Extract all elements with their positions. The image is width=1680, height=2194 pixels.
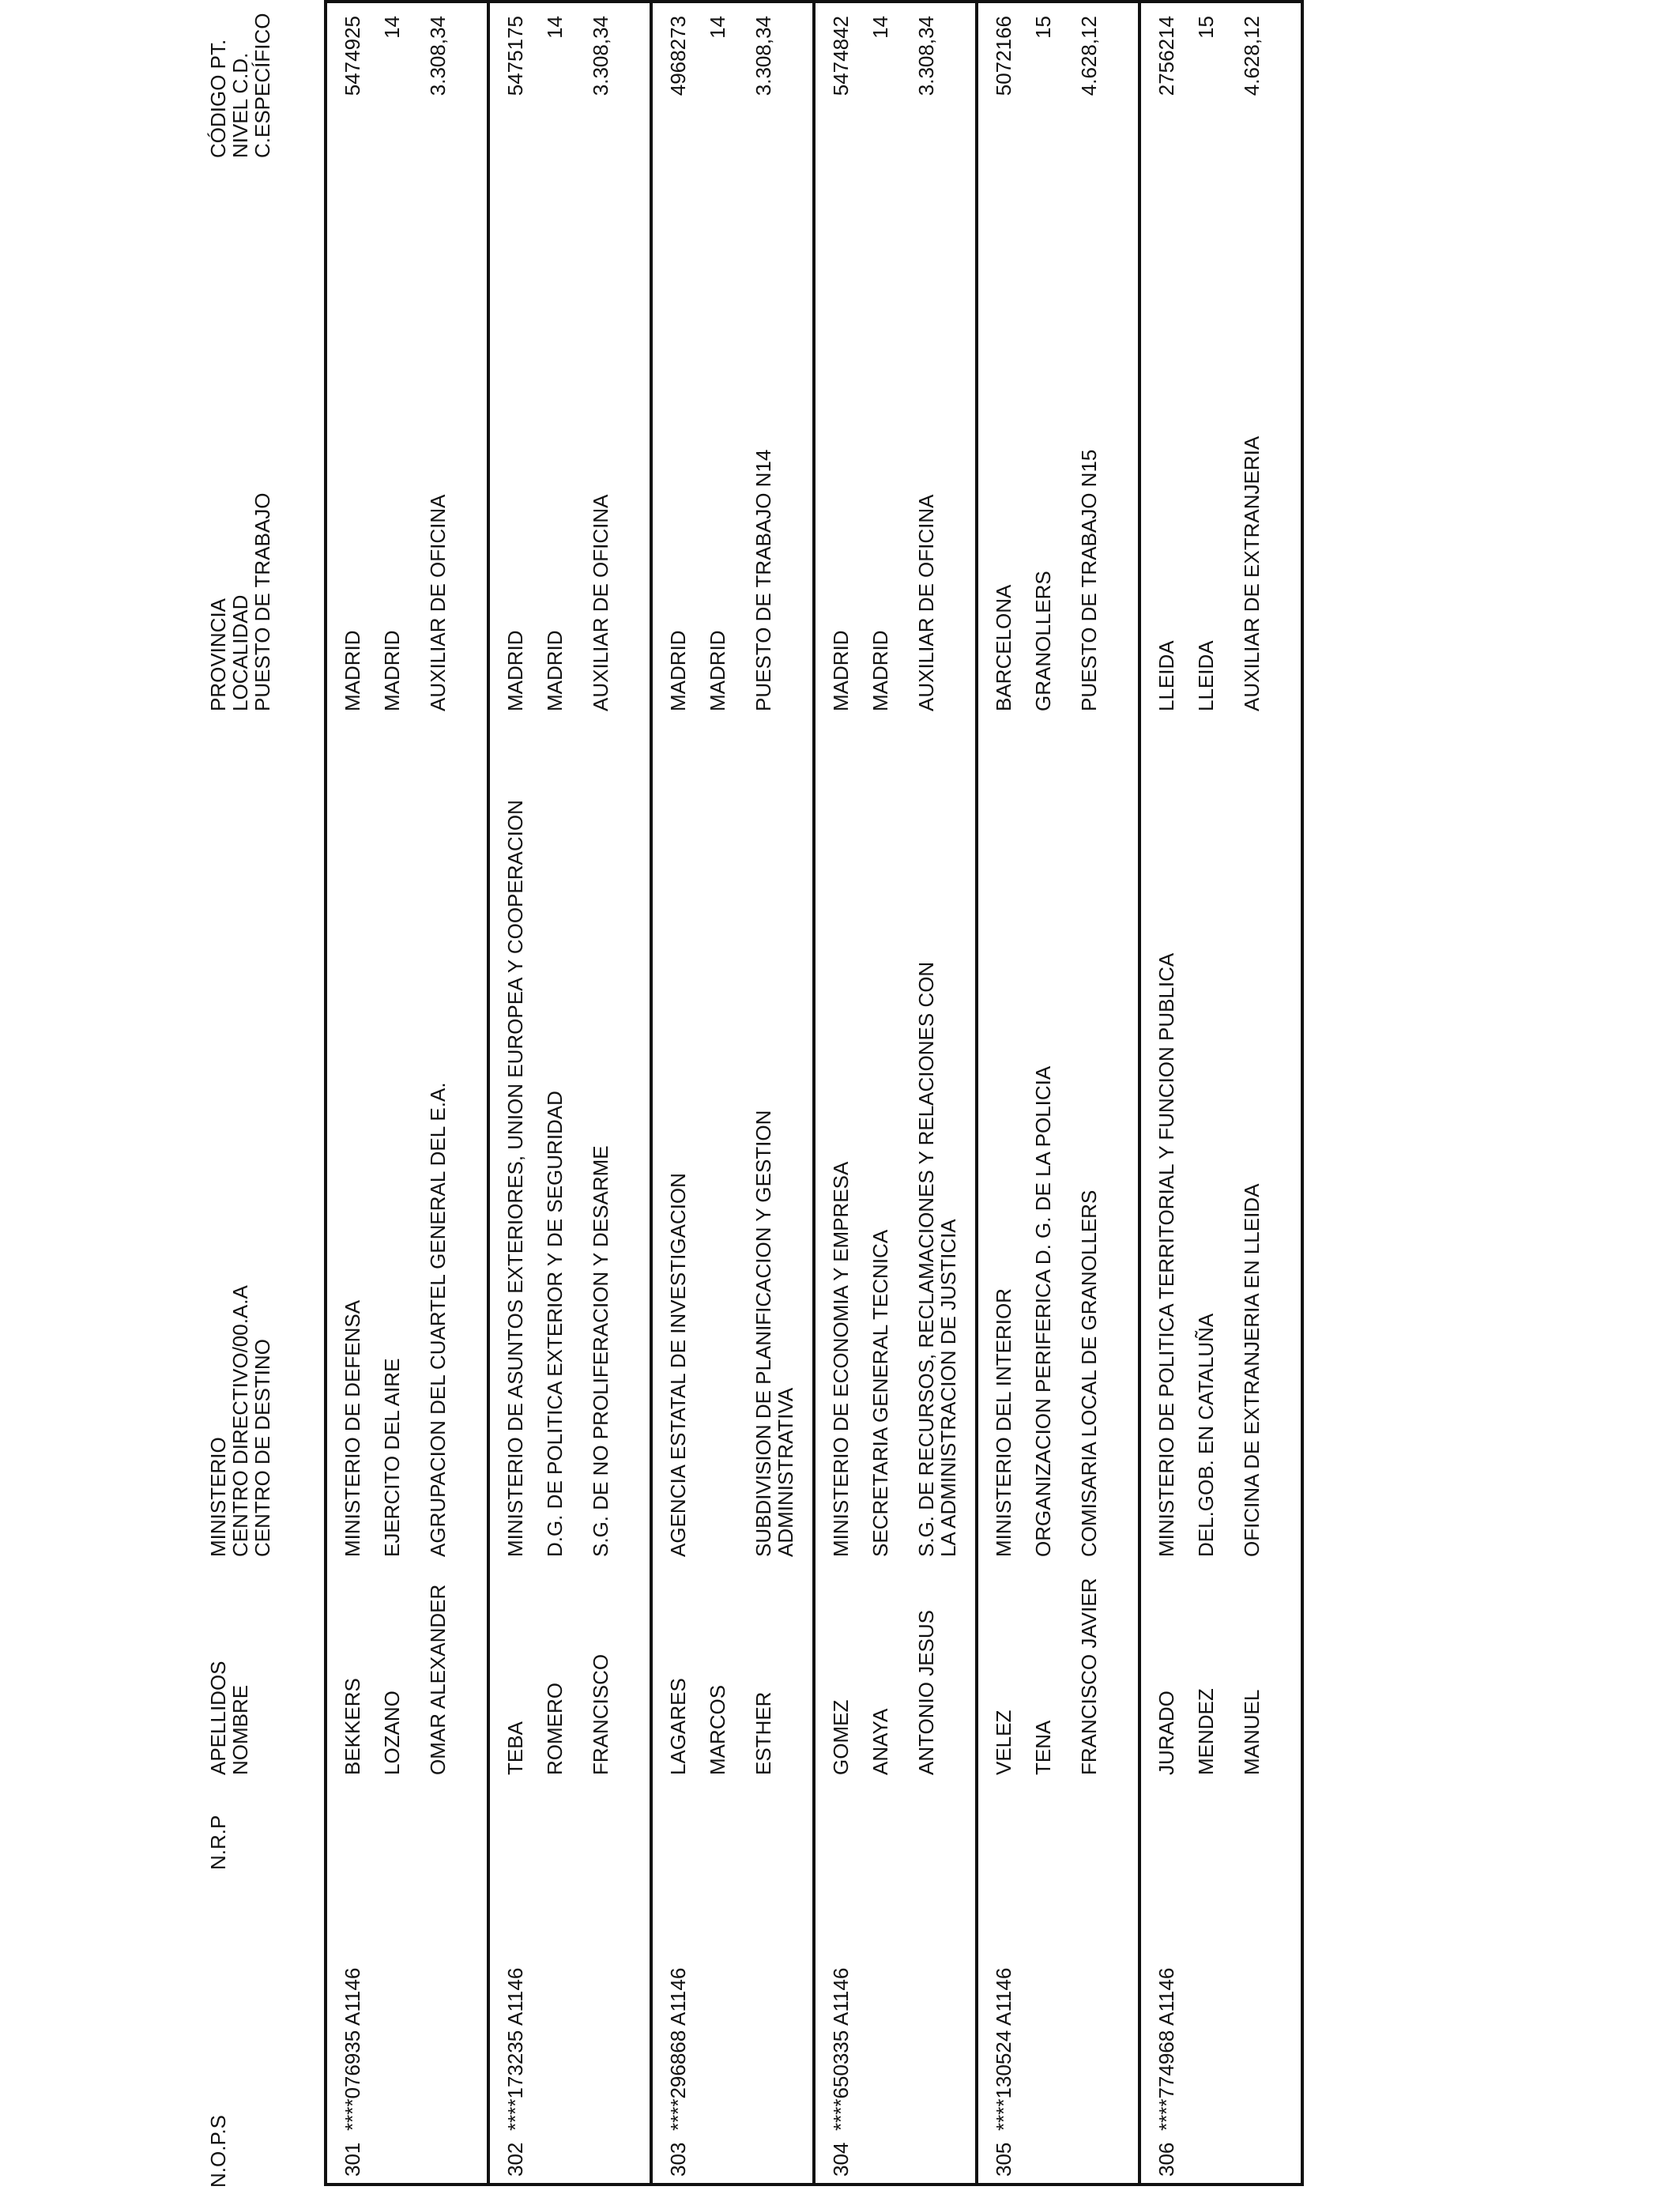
row-nops: 306 [1155, 2142, 1178, 2177]
row-centro-directivo: DEL.GOB. EN CATALUÑA [1194, 1313, 1218, 1557]
row-apellido2: LOZANO [380, 1691, 404, 1775]
row-apellido2: MARCOS [706, 1684, 729, 1775]
row-provincia: LLEIDA [1155, 640, 1178, 711]
row-nivel: 15 [1194, 16, 1218, 39]
row-nivel: 14 [543, 16, 567, 39]
row-centro-directivo: SECRETARIA GENERAL TECNICA [868, 1229, 892, 1557]
row-localidad: GRANOLLERS [1031, 571, 1055, 711]
row-nops: 302 [503, 2142, 527, 2177]
row-ministerio: MINISTERIO DE ECONOMIA Y EMPRESA [829, 1161, 853, 1557]
row-provincia: MADRID [829, 630, 853, 711]
header-codigo: CÓDIGO PT. NIVEL C.D. C.ESPECÍFICO [206, 13, 274, 158]
row-centro-destino: COMISARIA LOCAL DE GRANOLLERS [1077, 1189, 1101, 1557]
row-centro-directivo: D.G. DE POLITICA EXTERIOR Y DE SEGURIDAD [543, 1091, 567, 1557]
row-nivel: 15 [1031, 16, 1055, 39]
row-nivel: 14 [380, 16, 404, 39]
header-ministerio: MINISTERIO CENTRO DIRECTIVO/00.A.A CENTRO DE DESTINO [206, 1285, 274, 1557]
row-apellido1: GOMEZ [829, 1699, 853, 1775]
row-nrp: ****173235 A1146 [503, 1967, 527, 2131]
row-separator [812, 0, 816, 2186]
row-apellido2: TENA [1031, 1720, 1055, 1775]
header-nrp: N.R.P [206, 1815, 230, 1870]
row-codigo: 5474925 [341, 16, 364, 96]
row-nivel: 14 [868, 16, 892, 39]
row-nrp: ****076935 A1146 [341, 1967, 364, 2131]
row-nrp: ****774968 A1146 [1155, 1967, 1178, 2131]
header-nops: N.O.P.S [206, 2114, 230, 2188]
row-puesto: AUXILIAR DE OFICINA [589, 494, 612, 711]
row-nombre: FRANCISCO JAVIER [1077, 1578, 1101, 1775]
row-apellido2: MENDEZ [1194, 1688, 1218, 1775]
row-centro-destino: S.G. DE RECURSOS, RECLAMACIONES Y RELACIONES CON LA ADMINISTRACION DE JUSTICIA [914, 961, 960, 1557]
row-localidad: MADRID [380, 630, 404, 711]
row-apellido1: TEBA [503, 1721, 527, 1775]
row-centro-directivo: ORGANIZACION PERIFERICA D. G. DE LA POLICIA [1031, 1065, 1055, 1557]
row-separator [1138, 0, 1141, 2186]
row-nops: 304 [829, 2142, 853, 2177]
row-apellido2: ROMERO [543, 1683, 567, 1775]
row-provincia: MADRID [503, 630, 527, 711]
header-provincia: PROVINCIA LOCALIDAD PUESTO DE TRABAJO [206, 492, 274, 711]
row-puesto: PUESTO DE TRABAJO N15 [1077, 449, 1101, 711]
row-nops: 301 [341, 2142, 364, 2177]
row-provincia: BARCELONA [992, 584, 1015, 711]
row-nombre: ESTHER [751, 1691, 775, 1775]
row-nops: 305 [992, 2142, 1015, 2177]
row-ministerio: MINISTERIO DE DEFENSA [341, 1299, 364, 1557]
row-provincia: MADRID [341, 630, 364, 711]
header-apellidos: APELLIDOS NOMBRE [206, 1661, 252, 1775]
row-nombre: ANTONIO JESUS [914, 1609, 938, 1775]
row-apellido1: VELEZ [992, 1710, 1015, 1775]
row-codigo: 4968273 [666, 16, 690, 96]
row-apellido1: LAGARES [666, 1678, 690, 1775]
row-codigo: 5475175 [503, 16, 527, 96]
row-nrp: ****650335 A1146 [829, 1967, 853, 2131]
row-puesto: AUXILIAR DE EXTRANJERIA [1240, 435, 1264, 711]
row-nombre: MANUEL [1240, 1689, 1264, 1775]
row-codigo: 5474842 [829, 16, 853, 96]
row-especifico: 4.628,12 [1240, 16, 1264, 96]
row-centro-directivo: EJERCITO DEL AIRE [380, 1358, 404, 1557]
row-localidad: MADRID [706, 630, 729, 711]
row-apellido1: JURADO [1155, 1691, 1178, 1775]
row-nrp: ****296868 A1146 [666, 1967, 690, 2131]
row-apellido2: ANAYA [868, 1708, 892, 1775]
row-especifico: 3.308,34 [751, 16, 775, 96]
row-nivel: 14 [706, 16, 729, 39]
row-separator [975, 0, 978, 2186]
row-nombre: OMAR ALEXANDER [426, 1584, 450, 1775]
row-localidad: MADRID [543, 630, 567, 711]
row-especifico: 3.308,34 [589, 16, 612, 96]
row-provincia: MADRID [666, 630, 690, 711]
row-centro-destino: AGRUPACION DEL CUARTEL GENERAL DEL E.A. [426, 1082, 450, 1557]
row-localidad: MADRID [868, 630, 892, 711]
row-centro-destino: S.G. DE NO PROLIFERACION Y DESARME [589, 1145, 612, 1557]
row-puesto: AUXILIAR DE OFICINA [426, 494, 450, 711]
row-especifico: 4.628,12 [1077, 16, 1101, 96]
row-centro-destino: OFICINA DE EXTRANJERIA EN LLEIDA [1240, 1183, 1264, 1557]
row-puesto: PUESTO DE TRABAJO N14 [751, 449, 775, 711]
row-centro-destino: SUBDIVISION DE PLANIFICACION Y GESTION ADMINISTRATIVA [751, 1110, 797, 1557]
row-nrp: ****130524 A1146 [992, 1967, 1015, 2131]
row-puesto: AUXILIAR DE OFICINA [914, 494, 938, 711]
row-apellido1: BEKKERS [341, 1678, 364, 1775]
row-nombre: FRANCISCO [589, 1653, 612, 1775]
row-localidad: LLEIDA [1194, 640, 1218, 711]
row-especifico: 3.308,34 [426, 16, 450, 96]
row-ministerio: MINISTERIO DEL INTERIOR [992, 1288, 1015, 1557]
row-ministerio: AGENCIA ESTATAL DE INVESTIGACION [666, 1173, 690, 1557]
row-ministerio: MINISTERIO DE ASUNTOS EXTERIORES, UNION EUROPEA Y COOPERACION [503, 800, 527, 1557]
row-separator [487, 0, 490, 2186]
row-especifico: 3.308,34 [914, 16, 938, 96]
row-codigo: 5072166 [992, 16, 1015, 96]
row-separator [650, 0, 653, 2186]
row-nops: 303 [666, 2142, 690, 2177]
row-ministerio: MINISTERIO DE POLITICA TERRITORIAL Y FUNCION PUBLICA [1155, 952, 1178, 1557]
row-codigo: 2756214 [1155, 16, 1178, 96]
